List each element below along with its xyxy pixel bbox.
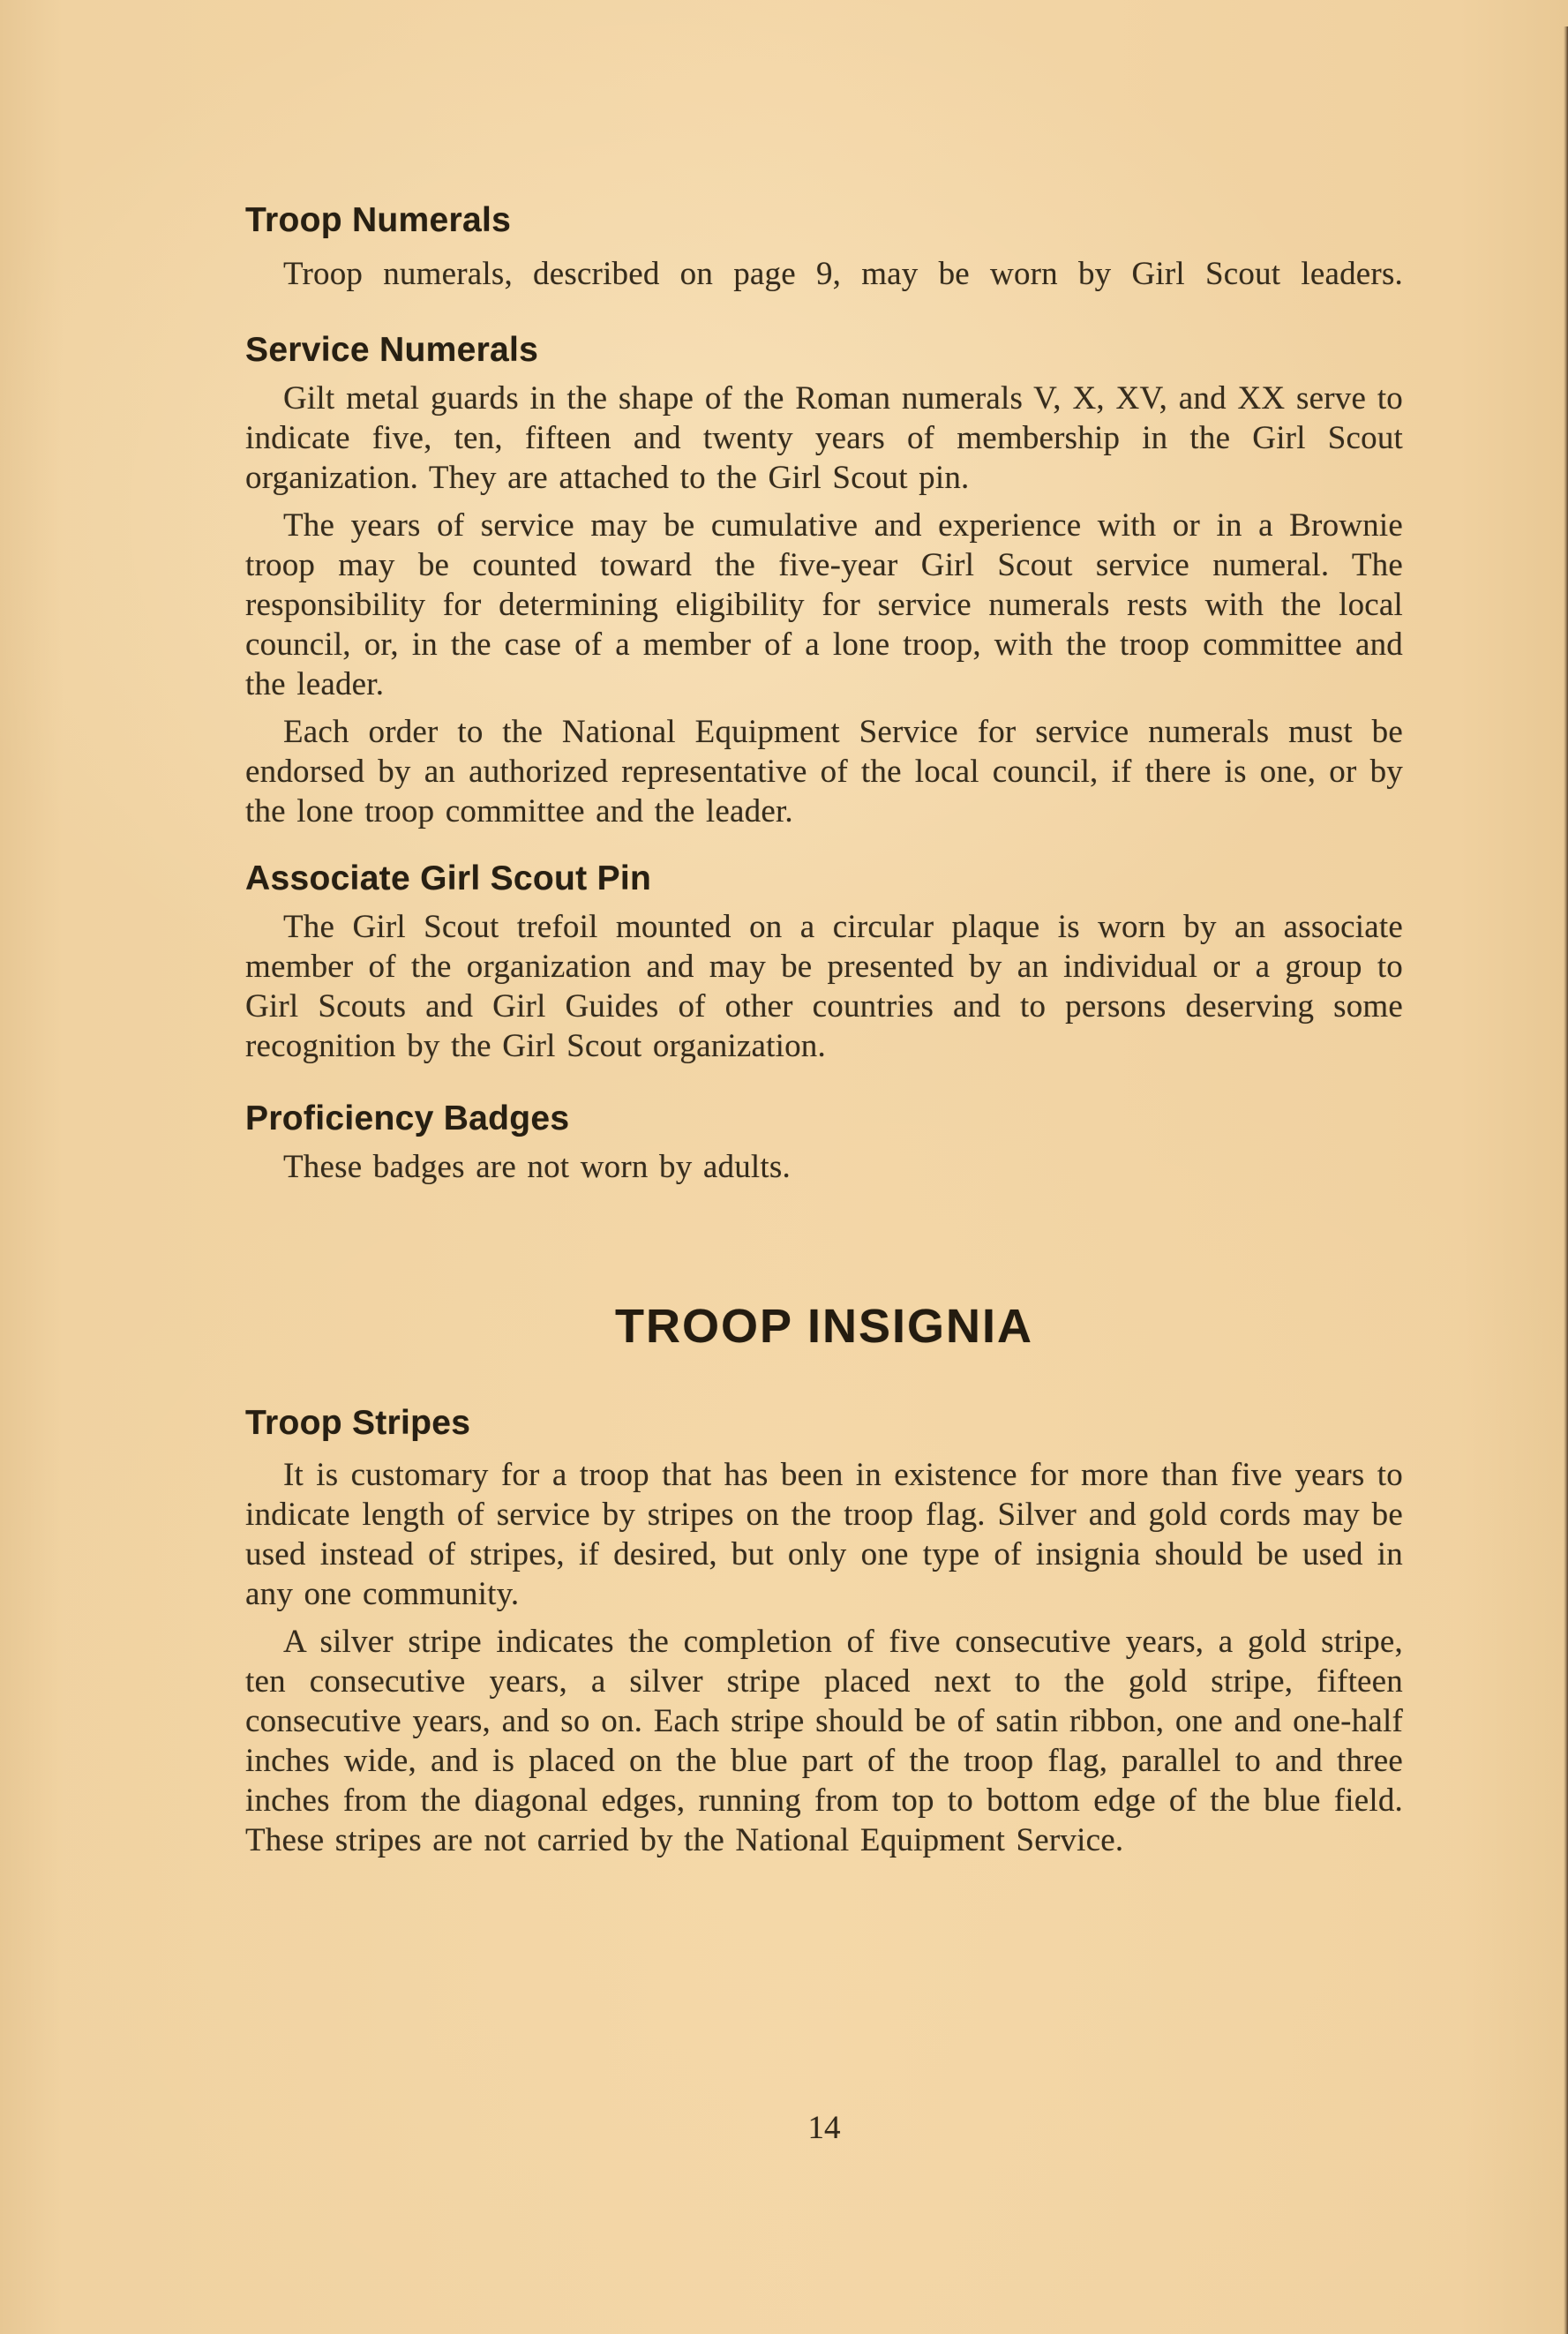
- page-number: 14: [807, 2110, 841, 2146]
- section-heading-troop-stripes: Troop Stripes: [245, 1404, 471, 1442]
- paragraph: The years of service may be cumulative and experience with or in a Brownie troop may be counted toward the five-year Girl Scout service numeral. The responsibility for determining eligibility for service numerals rests with the local council, or, in the case of a member of a lone troop, with the troop committee and the leader.: [245, 507, 1403, 702]
- paragraph: These badges are not worn by adults.: [283, 1149, 791, 1185]
- section-heading-service-numerals: Service Numerals: [245, 331, 539, 369]
- paragraph: Troop numerals, described on page 9, may be worn by Girl Scout leaders.: [283, 256, 1403, 292]
- page-content: [245, 0, 1403, 1860]
- section-heading-proficiency-badges: Proficiency Badges: [245, 1099, 570, 1137]
- section-heading-troop-numerals: Troop Numerals: [245, 201, 512, 239]
- paragraph: A silver stripe indicates the completion of five consecutive years, a gold stripe, ten consecutive years, a silver stripe placed next to the gold stripe, fifteen consecutive years, and so on. Each stripe should be of satin ribbon, one and one-half inches wide, and is placed on the blue part of the troop flag, parallel to and three inches from the diagonal edges, running from top to bottom edge of the blue field. These stripes are not carried by the National Equipment Service.: [245, 1624, 1403, 1858]
- scan-edge-shadow: [1564, 26, 1568, 2334]
- section-heading-associate-girl-scout-pin: Associate Girl Scout Pin: [245, 859, 652, 897]
- paragraph: It is customary for a troop that has been in existence for more than five years to indicate length of service by stripes on the troop flag. Silver and gold cords may be used instead of stripes, if desired, but only one type of insignia should be used in any one community.: [245, 1457, 1403, 1612]
- paragraph: Each order to the National Equipment Service for service numerals must be endorsed by an authorized representative of the local council, if there is one, or by the lone troop committee and the leader.: [245, 714, 1403, 829]
- paragraph: The Girl Scout trefoil mounted on a circular plaque is worn by an associate member of the organization and may be presented by an individual or a group to Girl Scouts and Girl Guides of other countries and to persons deserving some recognition by the Girl Scout organization.: [245, 909, 1403, 1064]
- page-title-troop-insignia: TROOP INSIGNIA: [614, 1300, 1034, 1353]
- paragraph: Gilt metal guards in the shape of the Roman numerals V, X, XV, and XX serve to indicate five, ten, fifteen and twenty years of membership in the Girl Scout organization. They are attached to the Girl Scout pin.: [245, 380, 1403, 496]
